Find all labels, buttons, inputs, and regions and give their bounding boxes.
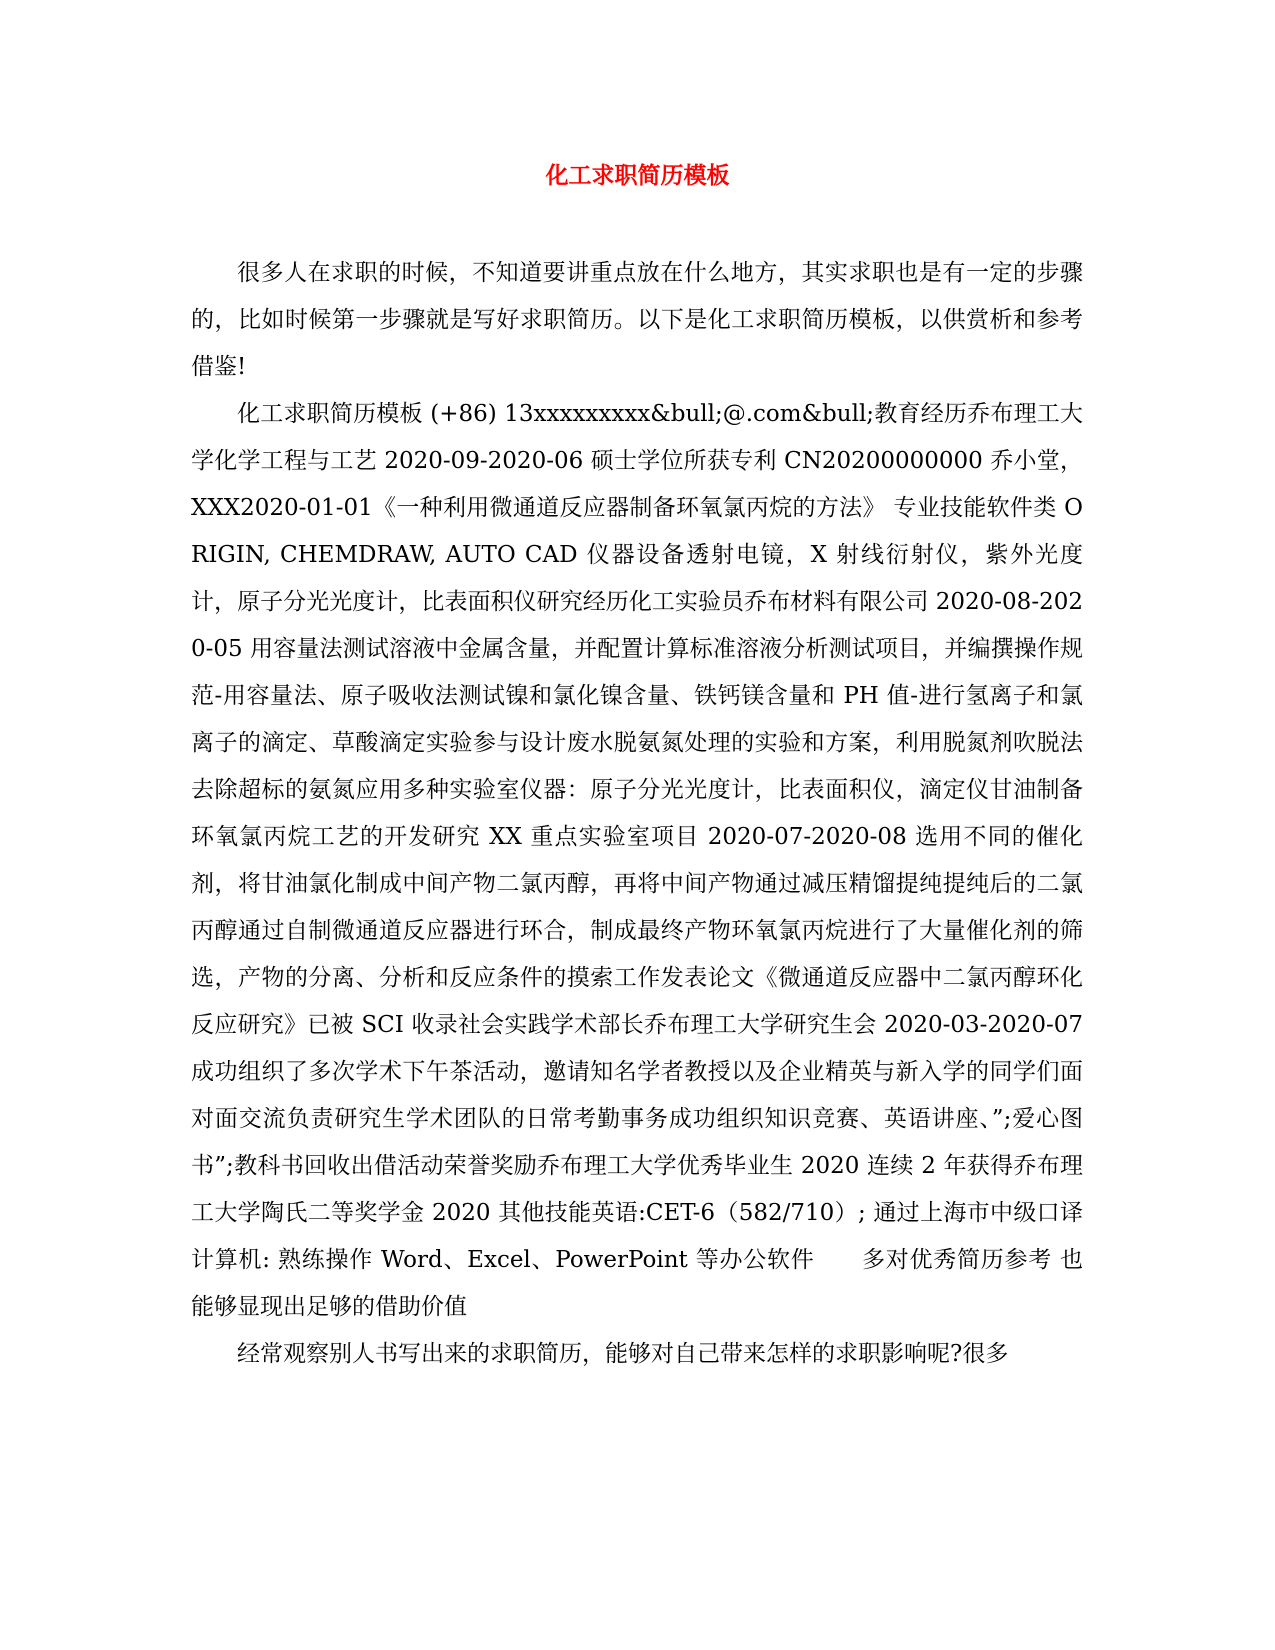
intro-paragraph: 很多人在求职的时候，不知道要讲重点放在什么地方，其实求职也是有一定的步骤的，比如时候第一步骤就是写好求职简历。以下是化工求职简历模板，以供赏析和参考借鉴!: [191, 260, 1083, 380]
document-title: 化工求职简历模板: [545, 162, 730, 189]
resume-paragraph: 化工求职简历模板 (+86) 13xxxxxxxxx&bull;@.com&bull;教育经历乔布理工大学化学工程与工艺 2020-09-2020-06 硕士学位所获专利 CN20200000000 乔小堂，XXX2020-01-01《一种利用微通道反应器制备环氧氯丙烷的方法》 专业技能软件类 ORIGIN, CHEMDRAW, AUTO CAD 仪器设备透射电镜，X 射线衍射仪，紫外光度计，原子分光光度计，比表面积仪研究经历化工实验员乔布材料有限公司 2020-08-2020-05 用容量法测试溶液中金属含量，并配置计算标准溶液分析测试项目，并编撰操作规范-用容量法、原子吸收法测试镍和氯化镍含量、铁钙镁含量和 PH 值-进行氢离子和氯离子的滴定、草酸滴定实验参与设计废水脱氨氮处理的实验和方案，利用脱氮剂吹脱法去除超标的氨氮应用多种实验室仪器：原子分光光度计，比表面积仪，滴定仪甘油制备环氧氯丙烷工艺的开发研究 XX 重点实验室项目 2020-07-2020-08 选用不同的催化剂，将甘油氯化制成中间产物二氯丙醇，再将中间产物通过减压精馏提纯提纯后的二氯丙醇通过自制微通道反应器进行环合，制成最终产物环氧氯丙烷进行了大量催化剂的筛选，产物的分离、分析和反应条件的摸索工作发表论文《微通道反应器中二氯丙醇环化反应研究》已被 SCI 收录社会实践学术部长乔布理工大学研究生会 2020-03-2020-07 成功组织了多次学术下午茶活动，邀请知名学者教授以及企业精英与新入学的同学们面对面交流负责研究生学术团队的日常考勤事务成功组织知识竞赛、英语讲座、”;爱心图书”;教科书回收出借活动荣誉奖励乔布理工大学优秀毕业生 2020 连续 2 年获得乔布理工大学陶氏二等奖学金 2020 其他技能英语:CET-6（582/710）; 通过上海市中级口译计算机: 熟练操作 Word、Excel、PowerPoint 等办公软件 多对优秀简历参考 也能够显现出足够的借助价值: [191, 401, 1084, 1320]
closing-paragraph: 经常观察别人书写出来的求职简历，能够对自己带来怎样的求职影响呢?很多: [237, 1341, 1009, 1367]
document-body: [191, 250, 1083, 1378]
